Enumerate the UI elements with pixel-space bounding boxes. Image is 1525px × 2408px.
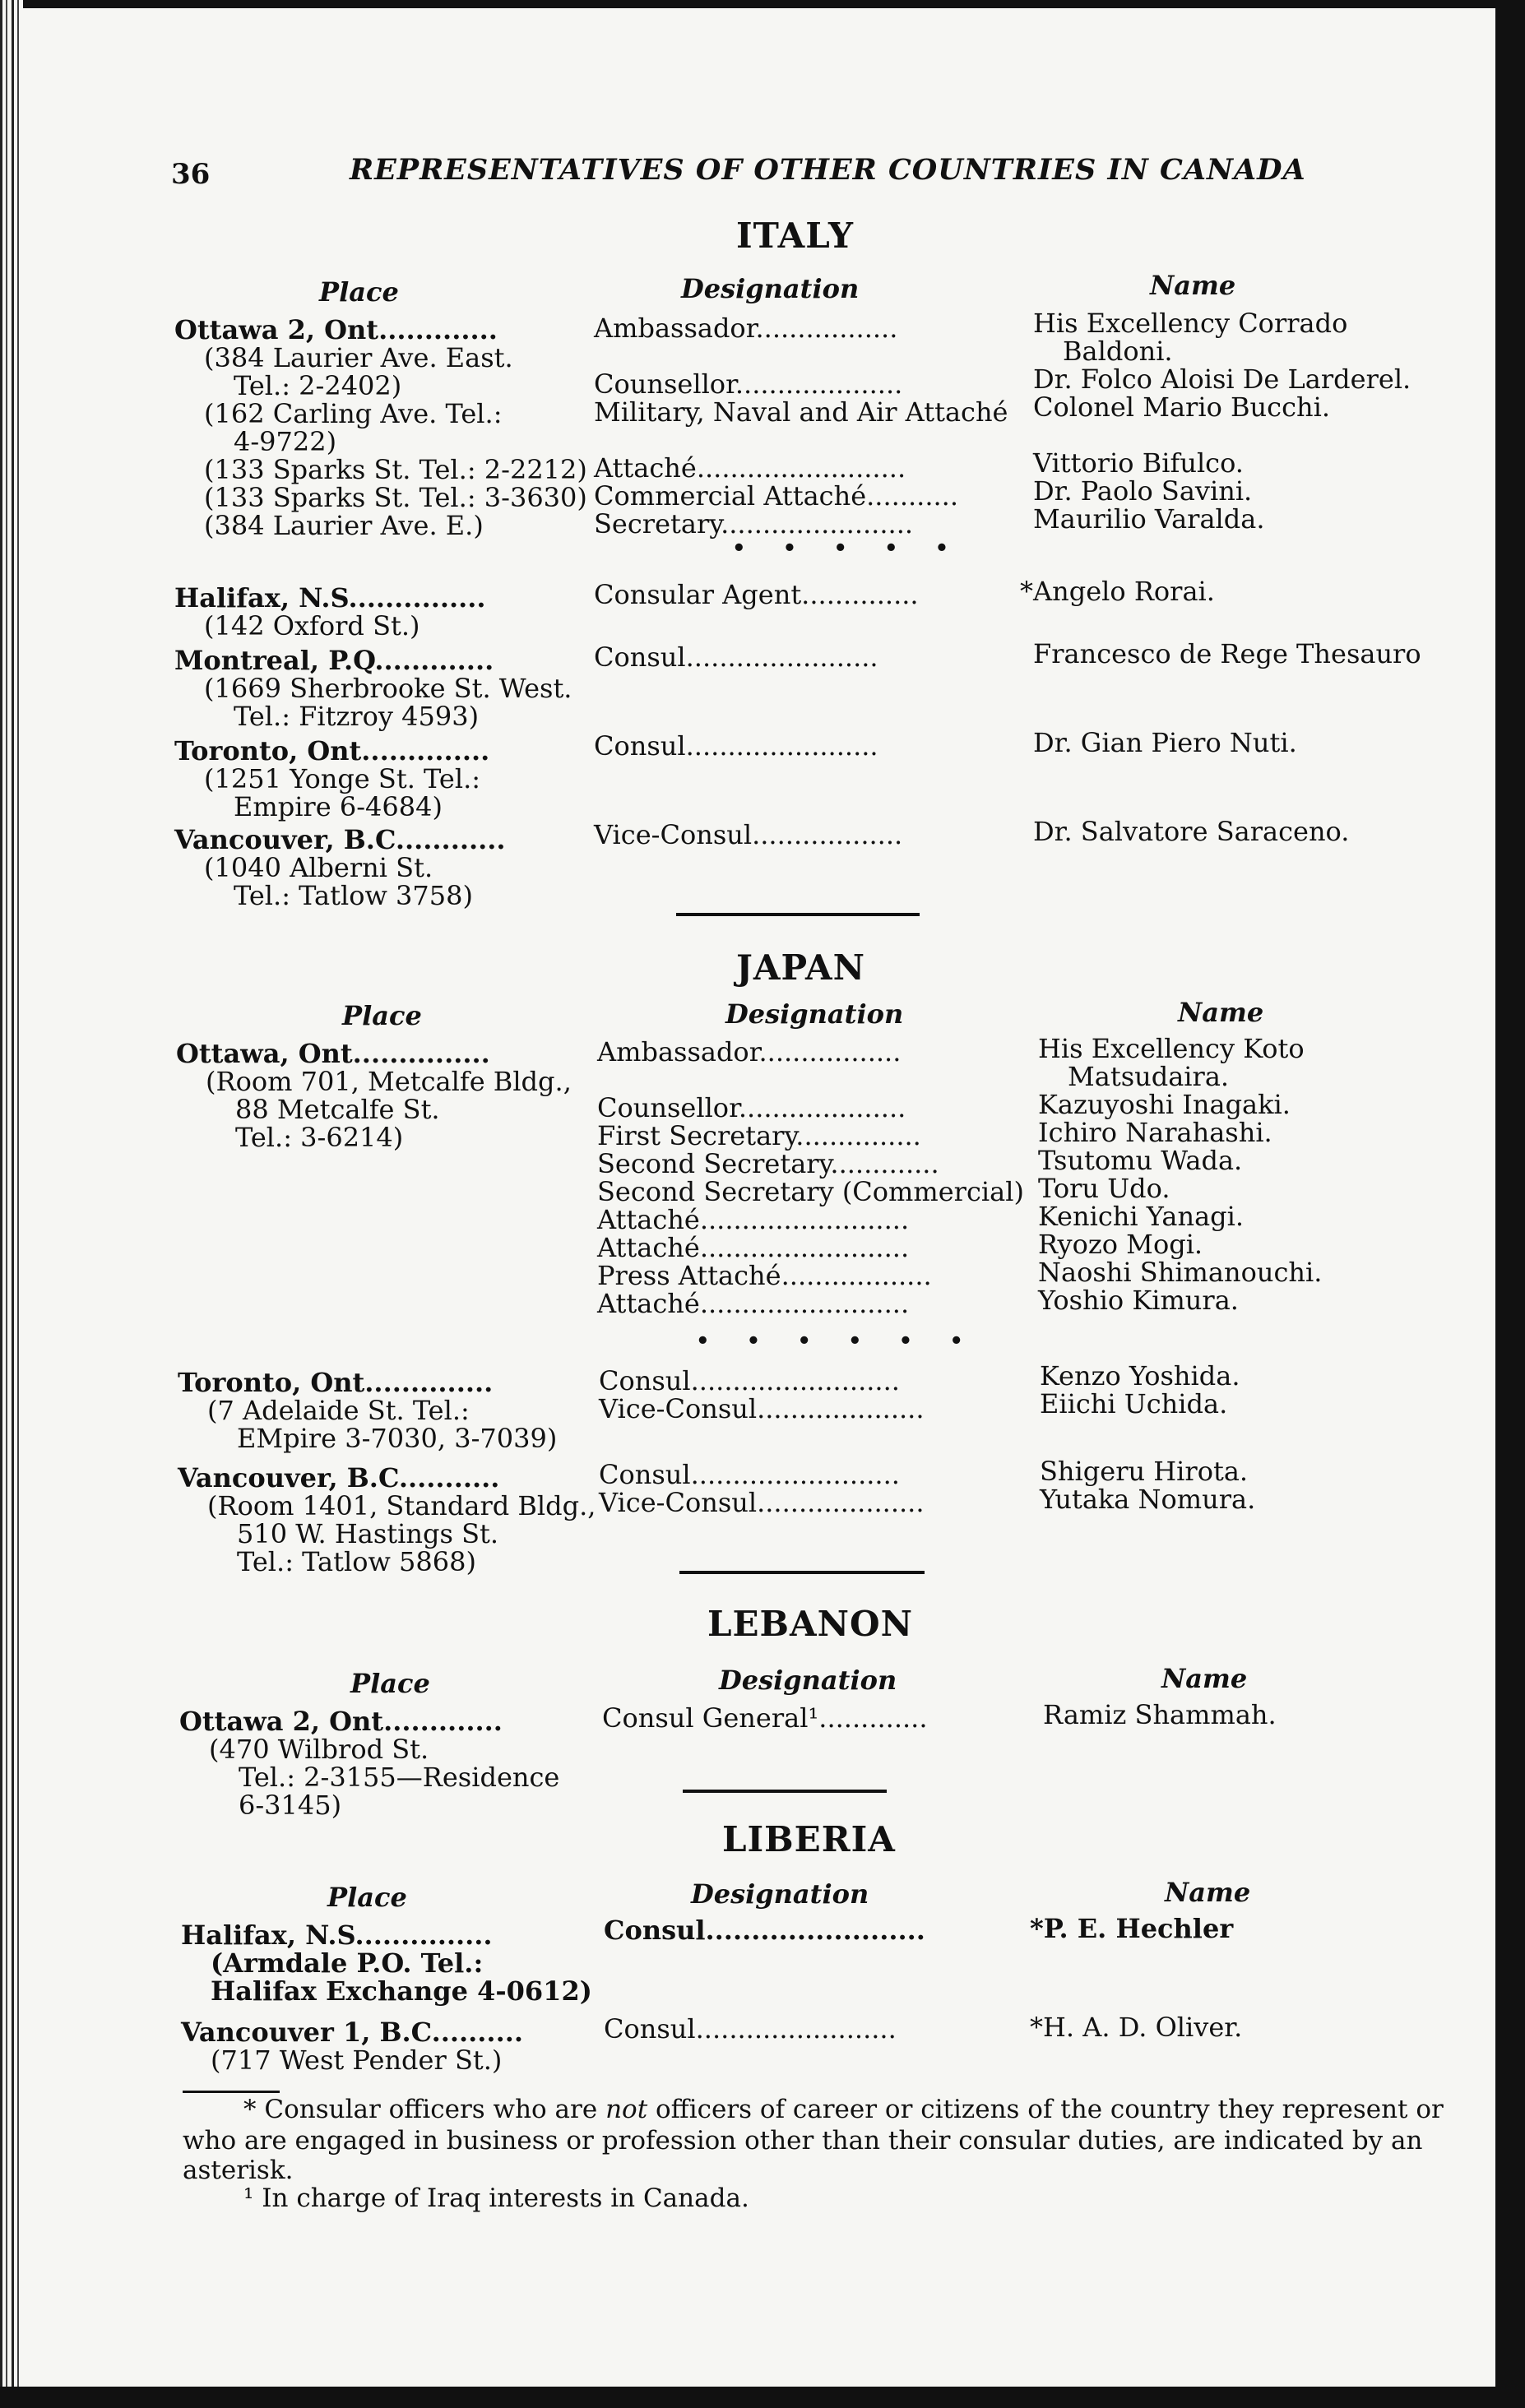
column-header-designation: Designation — [719, 1665, 897, 1696]
liberia-vancouver-designation: Consul........................ — [604, 2013, 897, 2044]
section-separator: • • • • • • — [696, 1329, 978, 1354]
lebanon-ottawa-designation: Consul General¹............. — [602, 1702, 928, 1734]
japan-vancouver-place: Vancouver, B.C........... (Room 1401, Standard Bldg., 510 W. Hastings St. Tel.: Tatlow 5868) — [178, 1462, 596, 1577]
liberia-halifax-place: Halifax, N.S............... (Armdale P.O. Tel.: Halifax Exchange 4-0612) — [181, 1919, 592, 2007]
italy-montreal-name: Francesco de Rege Thesauro — [1033, 638, 1421, 669]
footnote-asterisk-line1: * Consular officers who are not officers of career or citizens of the country they represent or — [243, 2095, 1444, 2124]
liberia-vancouver-name: *H. A. D. Oliver. — [1030, 2012, 1243, 2043]
country-title-liberia: LIBERIA — [722, 1819, 896, 1859]
italy-vancouver-name: Dr. Salvatore Saraceno. — [1033, 816, 1350, 847]
page-number: 36 — [171, 158, 211, 191]
section-separator: • • • • • — [732, 536, 964, 561]
column-header-place: Place — [327, 1882, 407, 1913]
column-header-name: Name — [1161, 1663, 1248, 1694]
column-header-designation: Designation — [681, 273, 860, 304]
section-rule — [679, 1571, 925, 1574]
footnote-asterisk-line3: asterisk. — [183, 2156, 294, 2185]
italy-toronto-designation: Consul....................... — [594, 730, 878, 762]
italy-toronto-name: Dr. Gian Piero Nuti. — [1033, 727, 1297, 758]
italy-toronto-place: Toronto, Ont.............. (1251 Yonge St. Tel.: Empire 6-4684) — [174, 735, 490, 822]
japan-toronto-place: Toronto, Ont.............. (7 Adelaide St. Tel.: EMpire 3-7030, 3-7039) — [178, 1367, 558, 1454]
italy-vancouver-designation: Vice-Consul.................. — [594, 819, 903, 850]
liberia-vancouver-place: Vancouver 1, B.C.......... (717 West Pender St.) — [181, 2017, 523, 2076]
liberia-halifax-designation: Consul........................ — [604, 1915, 925, 1946]
column-header-place: Place — [342, 1000, 422, 1031]
italy-halifax-name: *Angelo Rorai. — [1020, 576, 1215, 607]
japan-ottawa-designations: Ambassador................. Counsellor.................... First Secretary............... Second Secretary............. Second Secretary (Commercial) Attaché......................... Attaché......................... Press Attaché.................. Attaché......................... — [597, 1036, 1024, 1319]
japan-vancouver-designations: Consul......................... Vice-Consul.................... — [599, 1459, 925, 1518]
column-header-place: Place — [350, 1668, 430, 1699]
italy-montreal-designation: Consul....................... — [594, 641, 878, 673]
country-title-italy: ITALY — [736, 215, 855, 256]
section-rule — [683, 1790, 887, 1793]
scan-edge-right — [1495, 0, 1525, 2408]
column-header-name: Name — [1165, 1877, 1251, 1908]
italy-ottawa-designations: Ambassador................. Counsellor.................... Military, Naval and Air Attaché Attaché......................... Commercial Attaché........... Secretary....................... — [594, 313, 1008, 539]
column-header-name: Name — [1178, 997, 1264, 1028]
section-rule — [676, 913, 920, 916]
japan-toronto-designations: Consul......................... Vice-Consul.................... — [599, 1365, 925, 1424]
italy-montreal-place: Montreal, P.Q............. (1669 Sherbrooke St. West. Tel.: Fitzroy 4593) — [174, 645, 572, 732]
scan-edge-left — [0, 0, 23, 2408]
column-header-place: Place — [319, 276, 399, 308]
italy-halifax-place: Halifax, N.S............... (142 Oxford St.) — [174, 582, 486, 641]
lebanon-ottawa-place: Ottawa 2, Ont............. (470 Wilbrod St. Tel.: 2-3155—Residence 6-3145) — [179, 1706, 560, 1821]
japan-ottawa-place: Ottawa, Ont............... (Room 701, Metcalfe Bldg., 88 Metcalfe St. Tel.: 3-6214) — [176, 1038, 572, 1153]
italy-ottawa-place: Ottawa 2, Ont............. (384 Laurier Ave. East. Tel.: 2-2402) (162 Carling Ave. Tel.: 4-9722) (133 Sparks St. Tel.: 2-2212) (133 Sparks St. Tel.: 3-3630) (384 Laurier Ave. E.) — [174, 314, 587, 541]
scan-edge-bottom — [0, 2387, 1525, 2408]
column-header-designation: Designation — [725, 998, 904, 1030]
column-header-name: Name — [1150, 270, 1236, 301]
footnote-asterisk-line2: who are engaged in business or profession other than their consular duties, are indicated by an — [183, 2126, 1423, 2156]
country-title-japan: JAPAN — [736, 947, 865, 988]
scan-edge-top — [0, 0, 1525, 8]
italy-vancouver-place: Vancouver, B.C............ (1040 Alberni St. Tel.: Tatlow 3758) — [174, 824, 506, 911]
lebanon-ottawa-name: Ramiz Shammah. — [1043, 1699, 1277, 1730]
column-header-designation: Designation — [691, 1878, 869, 1910]
italy-ottawa-names: His Excellency Corrado Baldoni. Dr. Folco Aloisi De Larderel. Colonel Mario Bucchi. Vittorio Bifulco. Dr. Paolo Savini. Maurilio Varalda. — [1033, 308, 1411, 535]
liberia-halifax-name: *P. E. Hechler — [1030, 1913, 1234, 1944]
footnote-one: ¹ In charge of Iraq interests in Canada. — [243, 2183, 749, 2213]
country-title-lebanon: LEBANON — [707, 1604, 913, 1644]
japan-vancouver-names: Shigeru Hirota. Yutaka Nomura. — [1040, 1456, 1256, 1515]
page-header: REPRESENTATIVES OF OTHER COUNTRIES IN CANADA — [350, 153, 1306, 187]
japan-toronto-names: Kenzo Yoshida. Eiichi Uchida. — [1040, 1360, 1240, 1419]
japan-ottawa-names: His Excellency Koto Matsudaira. Kazuyoshi Inagaki. Ichiro Narahashi. Tsutomu Wada. Toru Udo. Kenichi Yanagi. Ryozo Mogi. Naoshi Shimanouchi. Yoshio Kimura. — [1038, 1033, 1323, 1316]
italy-halifax-designation: Consular Agent.............. — [594, 579, 919, 610]
footnote-rule — [183, 2091, 280, 2093]
